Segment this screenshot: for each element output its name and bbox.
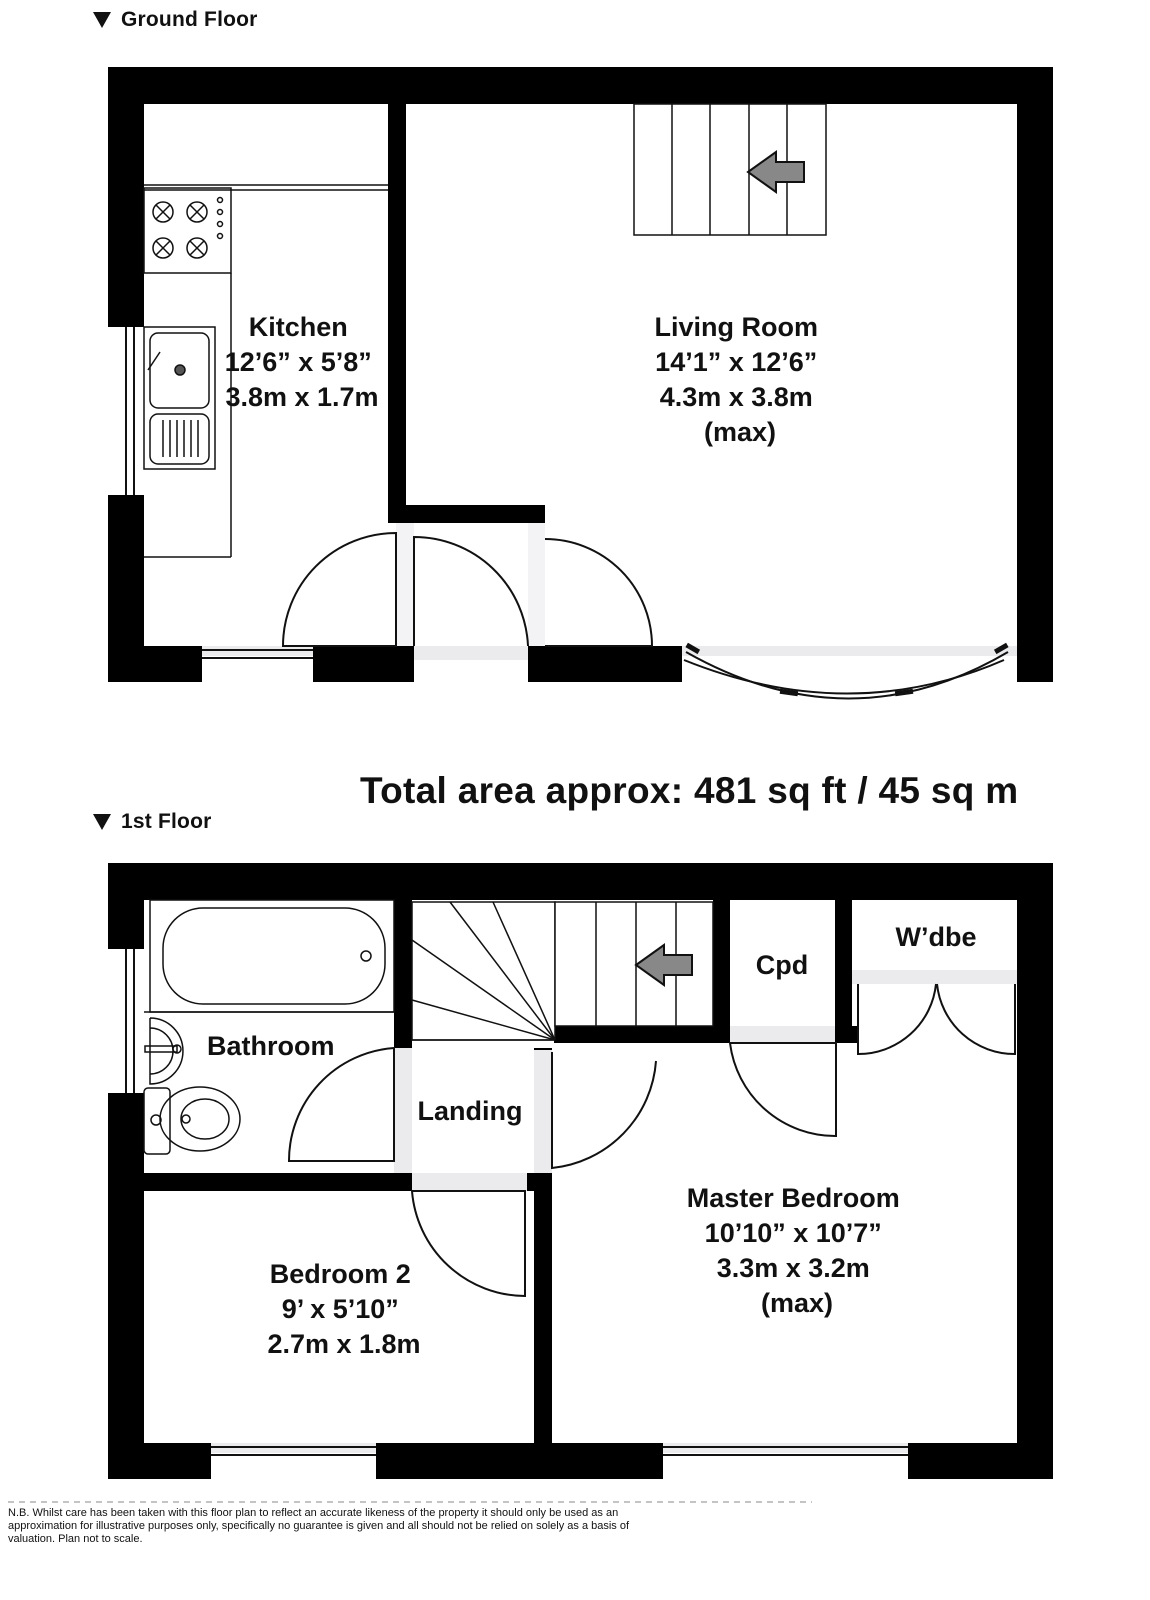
total-area: Total area approx: 481 sq ft / 45 sq m (360, 770, 1019, 811)
wardrobe-door-left (858, 984, 936, 1054)
living-room-label (654, 312, 825, 447)
hob-icon (153, 198, 223, 259)
living-room-door (545, 539, 652, 646)
bedroom-2-dims-imperial: 9’ x 5’10” (281, 1294, 399, 1324)
living-room-dims-imperial: 14’1” x 12’6” (655, 347, 818, 377)
kitchen-dims-metric: 3.8m x 1.7m (225, 382, 379, 412)
master-bedroom-note: (max) (760, 1288, 834, 1318)
wardrobe-label (896, 922, 977, 952)
living-room-note: (max) (703, 417, 777, 447)
master-bedroom-name: Master Bedroom (686, 1183, 900, 1213)
first-floor-label-text: 1st Floor (121, 810, 212, 833)
living-room-name: Living Room (654, 312, 818, 342)
living-room-dims-metric: 4.3m x 3.8m (659, 382, 813, 412)
kitchen-sink-icon (144, 327, 215, 469)
kitchen-label (225, 312, 380, 412)
front-door (414, 537, 528, 646)
kitchen-name: Kitchen (248, 312, 348, 342)
landing-name: Landing (417, 1096, 523, 1126)
master-bedroom-label (687, 1183, 908, 1318)
first-floor-plan (108, 863, 1053, 1479)
master-bedroom-dims-metric: 3.3m x 3.2m (716, 1253, 870, 1283)
toilet-icon (144, 1087, 240, 1154)
cupboard-name: Cpd (755, 950, 809, 980)
kitchen-door (283, 533, 396, 646)
ground-floor-plan (108, 67, 1053, 699)
master-bedroom-door (552, 1052, 656, 1168)
bathroom-name: Bathroom (207, 1031, 335, 1061)
landing-label (418, 1096, 523, 1126)
bedroom-2-dims-metric: 2.7m x 1.8m (267, 1329, 421, 1359)
bathroom-label (207, 1031, 335, 1061)
basin-icon (145, 1018, 183, 1084)
bath-surround (150, 900, 394, 1012)
kitchen-dims-imperial: 12’6” x 5’8” (224, 347, 372, 377)
disclaimer-text: N.B. Whilst care has been taken with this floor plan to reflect an accurate likeness of the property it should only be used as an approximation for illustrative purposes only, specifically no guarantee is given and all should not be relied on solely as a basis of valuation. Plan not to scale. (8, 1507, 630, 1545)
wardrobe-name: W’dbe (895, 922, 977, 952)
wardrobe-door-right (937, 984, 1015, 1054)
master-bedroom-dims-imperial: 10’10” x 10’7” (704, 1218, 882, 1248)
bedroom-2-label (267, 1259, 420, 1359)
cupboard-door (730, 1043, 836, 1136)
ground-floor-doors (283, 533, 652, 646)
bathroom-door (289, 1048, 394, 1161)
ground-floor-label-text: Ground Floor (121, 8, 258, 31)
bedroom-2-name: Bedroom 2 (269, 1259, 411, 1289)
bath-icon (163, 908, 385, 1004)
bedroom-2-door (412, 1191, 525, 1296)
cupboard-label (756, 950, 808, 980)
